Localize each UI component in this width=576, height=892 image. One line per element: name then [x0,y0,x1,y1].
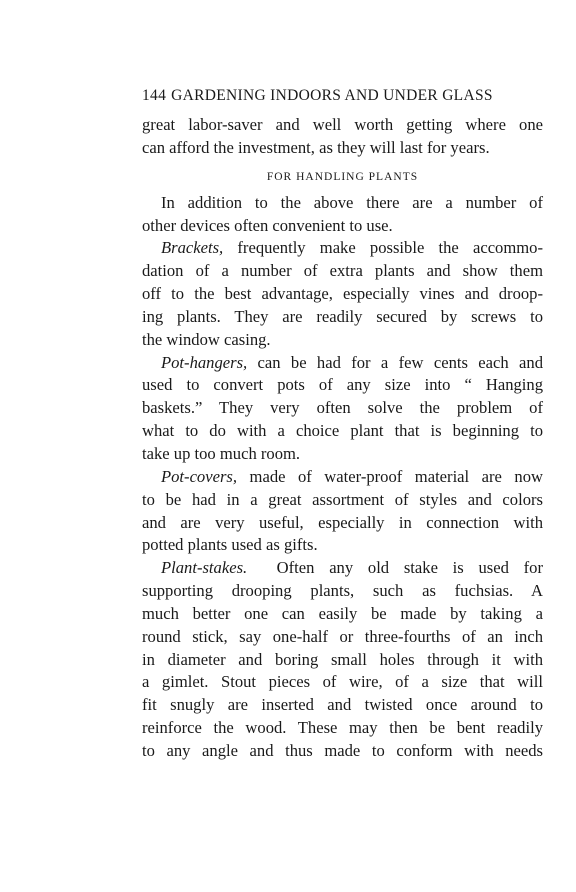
text-fragment: Often any old stake is used for [276,558,543,578]
text-line: what to do with a choice plant that is beginning to [142,421,543,441]
text-line: the window casing. [142,329,271,349]
text-fragment: frequently make possible the accommo- [237,238,543,258]
text-line: and are very useful, especially in connection with [142,512,543,532]
running-title: GARDENING INDOORS AND UNDER GLASS [171,87,493,104]
text-line: to be had in a great assortment of styles and colors [142,489,543,509]
term-plant-stakes: Plant-stakes. [161,558,248,578]
page-number: 144 [142,87,167,104]
text-line: to any angle and thus made to conform with needs [142,740,543,760]
term-brackets: Brackets, [161,238,224,258]
text-line: supporting drooping plants, such as fuchsias. A [142,581,543,601]
text-fragment: can be had for a few cents each and [257,352,543,372]
text-line: great labor-saver and well worth getting where one [142,115,543,134]
running-header [142,84,543,108]
text-line [142,237,543,260]
text-line: other devices often convenient to use. [142,215,393,235]
term-pot-hangers: Pot-hangers, [161,352,248,372]
text-line: reinforce the wood. These may then be bent readily [142,718,543,738]
text-line: potted plants used as gifts. [142,535,318,555]
text-line: take up too much room. [142,443,301,463]
text-line [142,557,543,580]
text-fragment: made of water-proof material are now [249,466,543,486]
text-line: In addition to the above there are a number of [161,192,543,212]
text-line: used to convert pots of any size into “ Hanging [142,375,543,395]
body-text [142,114,543,763]
text-line: round stick, say one-half or three-fourths of an inch [142,626,543,646]
text-line: much better one can easily be made by taking a [142,603,543,623]
text-line: in diameter and boring small holes through it with [142,649,543,669]
text-line: a gimlet. Stout pieces of wire, of a size that will [142,672,543,692]
text-line [142,466,543,489]
term-pot-covers: Pot-covers, [161,466,238,486]
text-line [142,352,543,375]
text-line: ing plants. They are readily secured by screws to [142,306,543,326]
section-heading: FOR HANDLING PLANTS [266,170,419,183]
book-page [142,84,543,763]
text-line: off to the best advantage, especially vines and droop- [142,284,543,304]
text-line: dation of a number of extra plants and show them [142,261,543,281]
text-line: fit snugly are inserted and twisted once around to [142,695,543,715]
text-line: can afford the investment, as they will last for years. [142,137,490,157]
text-line: baskets.” They very often solve the problem of [142,398,543,418]
